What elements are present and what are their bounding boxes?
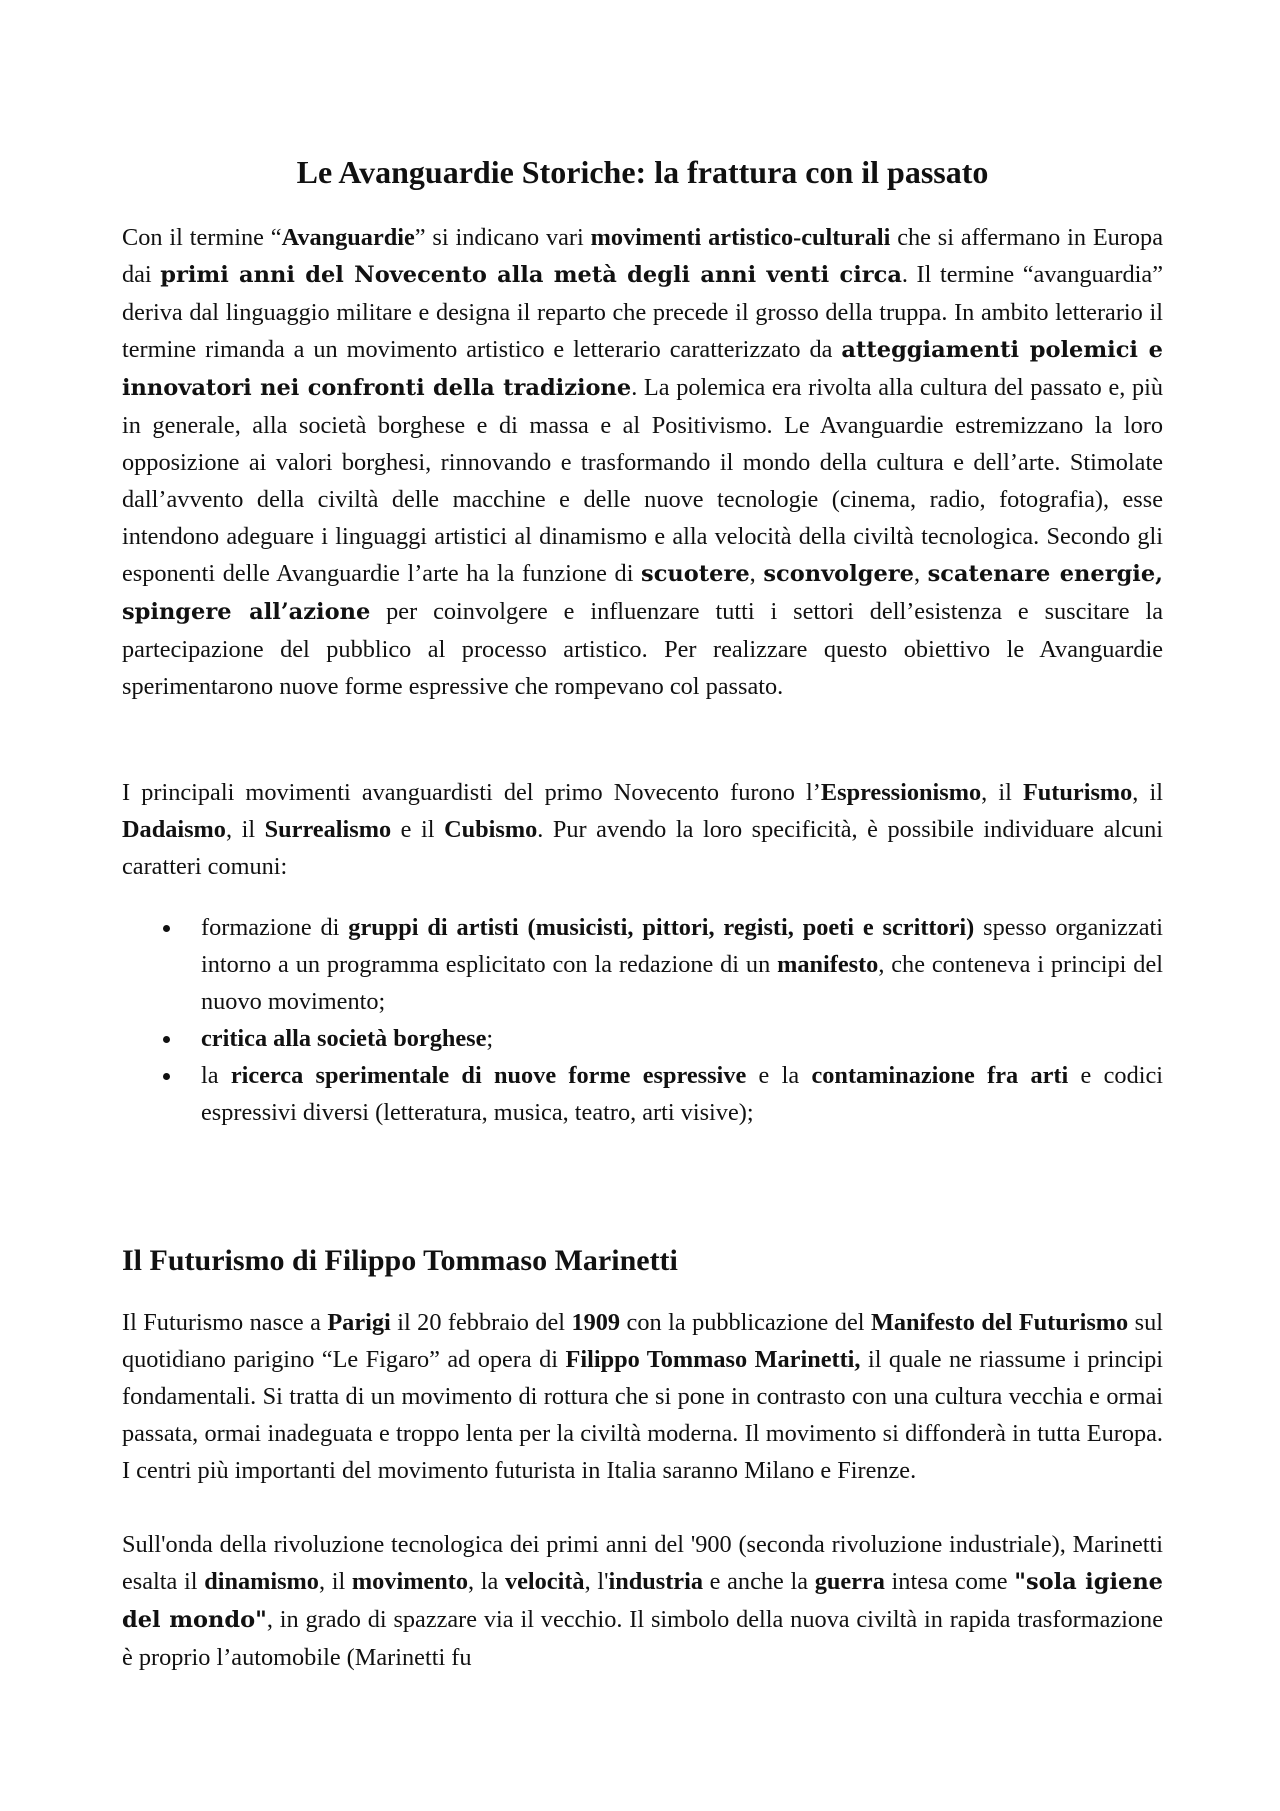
text-run: Sull'onda della rivoluzione tecnologica dei primi anni del '900 (seconda rivoluzione industriale), Marinetti esalta il bbox=[122, 1531, 1163, 1595]
text-run: formazione di bbox=[201, 914, 349, 941]
bullet-icon bbox=[163, 925, 170, 932]
text-run: che si affermano in Europa dai bbox=[122, 224, 1163, 288]
intro-paragraph bbox=[122, 219, 1163, 705]
bold-term: ricerca sperimentale di nuove forme espressive bbox=[230, 1062, 747, 1089]
text-run: , il bbox=[1132, 779, 1163, 806]
marinetti-paragraph bbox=[122, 1526, 1163, 1676]
bold-term: Surrealismo bbox=[264, 816, 392, 843]
bold-term: 1909 bbox=[571, 1309, 621, 1336]
bold-term: atteggiamenti polemici e innovatori nei confronti della tradizione bbox=[122, 337, 1163, 401]
bold-term: critica alla società borghese bbox=[201, 1025, 487, 1052]
bold-term: gruppi di artisti (musicisti, pittori, registi, poeti e scrittori) bbox=[348, 914, 975, 941]
text-run: intesa come bbox=[884, 1568, 1015, 1595]
bold-term: industria bbox=[608, 1568, 703, 1595]
text-run: Con il termine “ bbox=[122, 224, 282, 251]
futurism-paragraph bbox=[122, 1304, 1163, 1489]
text-run: , bbox=[749, 560, 764, 587]
movements-paragraph bbox=[122, 774, 1163, 885]
list-item bbox=[122, 1020, 1163, 1057]
text-run: e codici espressivi diversi (letteratura, musica, teatro, arti visive); bbox=[201, 1062, 1163, 1126]
bullet-icon bbox=[163, 1036, 170, 1043]
bold-term: sconvolgere bbox=[763, 561, 914, 587]
text-run: il quale ne riassume i principi fondamentali. Si tratta di un movimento di rottura che si pone in contrasto con una cultura vecchia e ormai passata, ormai inadeguata e troppo lenta per la civiltà moderna. Il movimento si diffonderà in tutta Europa. I centri più importanti del movimento futurista in Italia saranno Milano e Firenze. bbox=[122, 1346, 1163, 1484]
text-run: , bbox=[913, 560, 928, 587]
bold-term: Avanguardie bbox=[281, 224, 415, 251]
list-item bbox=[122, 1057, 1163, 1131]
bold-term: Parigi bbox=[327, 1309, 391, 1336]
bold-term: guerra bbox=[814, 1568, 885, 1595]
text-run: e il bbox=[391, 816, 445, 843]
text-run: spesso organizzati intorno a un programma esplicitato con la redazione di un bbox=[201, 914, 1163, 978]
text-run: sul quotidiano parigino “Le Figaro” ad opera di bbox=[122, 1309, 1163, 1373]
text-run: . Pur avendo la loro specificità, è possibile individuare alcuni caratteri comuni: bbox=[122, 816, 1164, 880]
text-run: il 20 febbraio del bbox=[390, 1309, 572, 1336]
text-run: , il bbox=[225, 816, 265, 843]
text-run: , in grado di spazzare via il vecchio. Il simbolo della nuova civiltà in rapida trasformazione è proprio l’automobile (Marinetti fu bbox=[122, 1606, 1163, 1671]
text-run: , la bbox=[467, 1568, 505, 1595]
text-run: . Il termine “avanguardia” deriva dal linguaggio militare e designa il reparto che precede il grosso della truppa. In ambito letterario il termine rimanda a un movimento artistico e letterario caratterizzato da bbox=[122, 261, 1163, 363]
bold-term: dinamismo bbox=[204, 1568, 319, 1595]
text-run: e la bbox=[746, 1062, 812, 1089]
bold-term: Dadaismo bbox=[122, 816, 226, 843]
text-run: per coinvolgere e influenzare tutti i settori dell’esistenza e suscitare la partecipazione del pubblico al processo artistico. Per realizzare questo obiettivo le Avanguardie sperimentarono nuove forme espressive che rompevano col passato. bbox=[122, 598, 1163, 700]
bold-term: primi anni del Novecento alla metà degli anni venti circa bbox=[160, 262, 902, 288]
bold-term: contaminazione fra arti bbox=[811, 1062, 1069, 1089]
page-title: Le Avanguardie Storiche: la frattura con il passato bbox=[296, 154, 989, 190]
list-item bbox=[122, 909, 1163, 1020]
bold-term: manifesto bbox=[777, 951, 879, 978]
text-run: , che conteneva i principi del nuovo movimento; bbox=[201, 951, 1163, 1015]
bold-term: scuotere bbox=[641, 561, 750, 587]
bold-term: Futurismo bbox=[1022, 779, 1133, 806]
bold-term: Cubismo bbox=[444, 816, 538, 843]
text-run: I principali movimenti avanguardisti del primo Novecento furono l’ bbox=[122, 779, 821, 806]
bold-term: movimento bbox=[351, 1568, 468, 1595]
text-run: ” si indicano vari bbox=[414, 224, 591, 251]
bold-term: velocità bbox=[504, 1568, 585, 1595]
text-run: con la pubblicazione del bbox=[620, 1309, 871, 1336]
text-run: Il Futurismo nasce a bbox=[122, 1309, 328, 1336]
text-run: la bbox=[201, 1062, 231, 1089]
bold-term: movimenti artistico-culturali bbox=[590, 224, 891, 251]
text-run: , l' bbox=[584, 1568, 609, 1595]
bold-term: Espressionismo bbox=[820, 779, 982, 806]
section-heading: Il Futurismo di Filippo Tommaso Marinetti bbox=[122, 1244, 678, 1277]
bullet-icon bbox=[163, 1073, 170, 1080]
text-run: , il bbox=[981, 779, 1023, 806]
bold-term: Filippo Tommaso Marinetti, bbox=[565, 1346, 861, 1373]
text-run: , il bbox=[318, 1568, 352, 1595]
text-run: . La polemica era rivolta alla cultura del passato e, più in generale, alla società borghese e di massa e al Positivismo. Le Avanguardie estremizzano la loro opposizione ai valori borghesi, rinnovando e trasformando il mondo della cultura e dell’arte. Stimolate dall’avvento della civiltà delle macchine e delle nuove tecnologie (cinema, radio, fotografia), esse intendono adeguare i linguaggi artistici al dinamismo e alla velocità della civiltà tecnologica. Secondo gli esponenti delle Avanguardie l’arte ha la funzione di bbox=[122, 374, 1163, 587]
bold-term: "sola igiene del mondo" bbox=[122, 1569, 1163, 1633]
common-traits-list bbox=[122, 909, 1163, 1131]
text-run: e anche la bbox=[703, 1568, 815, 1595]
text-run: ; bbox=[486, 1025, 494, 1052]
bold-term: scatenare energie, spingere all’azione bbox=[122, 561, 1163, 625]
bold-term: Manifesto del Futurismo bbox=[870, 1309, 1129, 1336]
